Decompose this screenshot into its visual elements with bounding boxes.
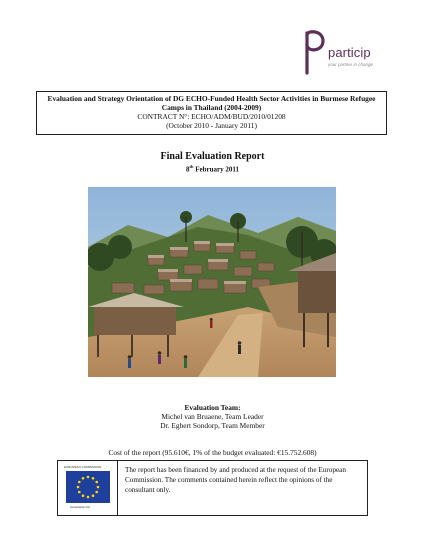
team-heading: Evaluation Team: [184,403,241,412]
disclaimer-box [57,460,368,516]
evaluation-title: Evaluation and Strategy Orientation of DG ECHO-Funded Health Sector Activities in Burmese Refugee Camps in Thailand (2004-2009) [47,94,376,112]
logo-tagline: your partner in change [328,62,374,67]
report-cost: Cost of the report (95.610€, 1% of the budget evaluated: €15.752.608) [108,448,317,457]
report-date-day: 8 [185,165,190,174]
contract-number: CONTRACT N°: ECHO/ADM/BUD/2010/01208 [137,112,286,121]
title-box [36,91,387,135]
eu-caption-top: EUROPEAN COMMISSION [64,465,102,469]
eu-logo-cell [58,461,117,515]
disclaimer-divider [117,461,118,515]
camp-photo-image [88,187,336,377]
team-member: Dr. Egbert Sondorp, Team Member [160,421,265,430]
disclaimer-text: The report has been financed by and produced at the request of the European Commission. The comments contained herein reflect the opinions of the consultant only. [125,466,346,494]
camp-photo [88,187,336,377]
team-leader: Michel van Bruaene, Team Leader [161,412,264,421]
report-date-suffix: th [189,164,194,169]
logo-name: particip [328,45,371,60]
report-date [0,164,425,173]
report-date-rest: February 2011 [195,165,239,174]
report-title: Final Evaluation Report [160,151,265,162]
particip-p-icon [303,27,327,77]
eu-flag-icon [66,471,110,503]
particip-logo [303,27,403,77]
eu-caption-bottom: Humanitarian Aid [70,506,90,509]
contract-period: (October 2010 - January 2011) [166,121,257,130]
